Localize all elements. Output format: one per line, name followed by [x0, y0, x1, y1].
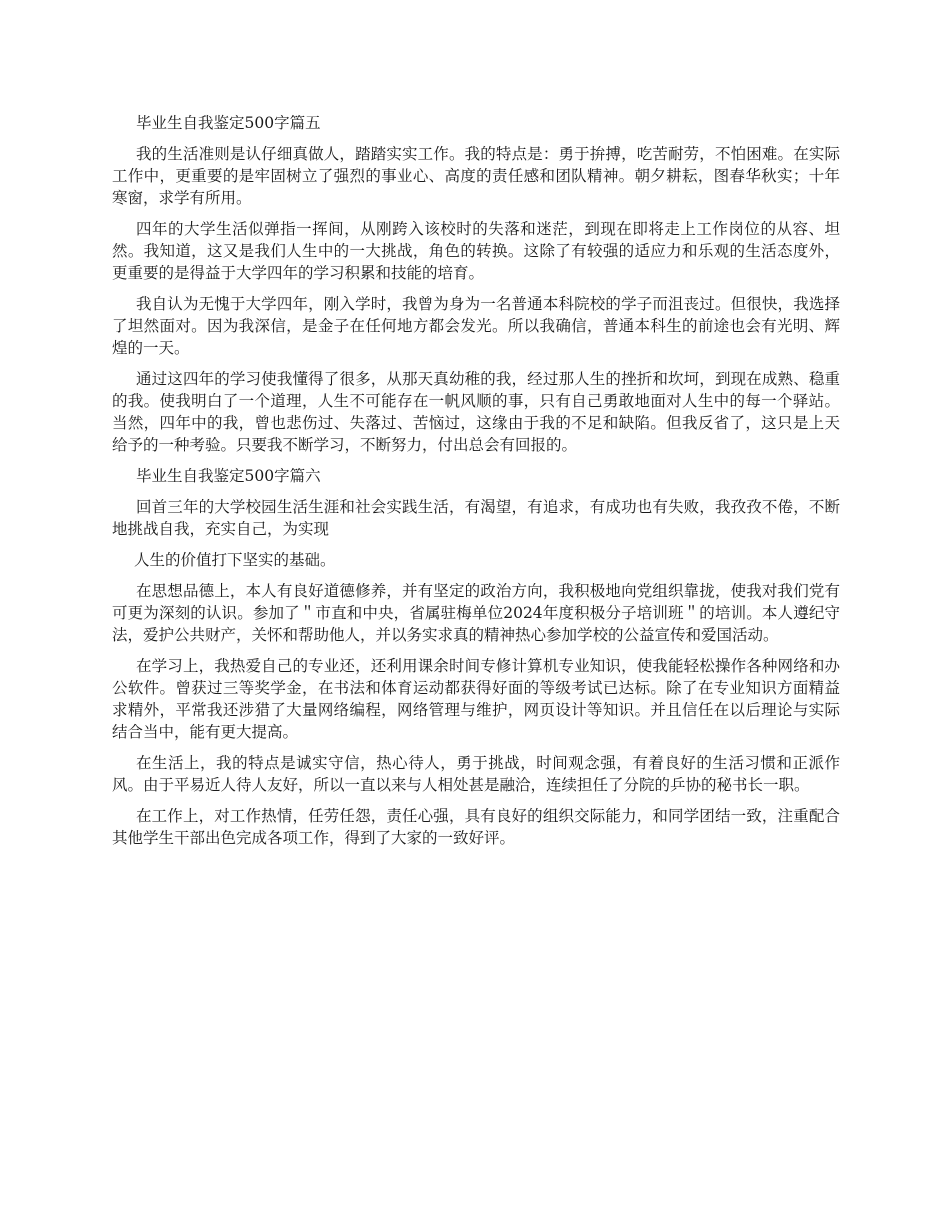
section-heading-5: 毕业生自我鉴定500字篇五	[136, 114, 321, 132]
paragraph: 在工作上，对工作热情，任劳任怨，责任心强，具有良好的组织交际能力，和同学团结一致，注重配合其他学生干部出色完成各项工作，得到了大家的一致好评。	[112, 807, 840, 847]
paragraph: 我自认为无愧于大学四年，刚入学时，我曾为身为一名普通本科院校的学子而沮丧过。但很快，我选择了坦然面对。因为我深信，是金子在任何地方都会发光。所以我确信，普通本科生的前途也会有光明、辉煌的一天。	[112, 295, 840, 357]
paragraph: 在思想品德上，本人有良好道德修养，并有坚定的政治方向，我积极地向党组织靠拢，使我对我们党有可更为深刻的认识。参加了＂市直和中央，省属驻梅单位2024年度积极分子培训班＂的培训。本人遵纪守法，爱护公共财产，关怀和帮助他人，并以务实求真的精神热心参加学校的公益宣传和爱国活动。	[112, 582, 840, 644]
paragraph: 通过这四年的学习使我懂得了很多，从那天真幼稚的我，经过那人生的挫折和坎坷，到现在成熟、稳重的我。使我明白了一个道理，人生不可能存在一帆风顺的事，只有自己勇敢地面对人生中的每一个驿站。当然，四年中的我，曾也悲伤过、失落过、苦恼过，这缘由于我的不足和缺陷。但我反省了，这只是上天给予的一种考验。只要我不断学习，不断努力，付出总会有回报的。	[112, 370, 840, 454]
paragraph: 在学习上，我热爱自己的专业还，还利用课余时间专修计算机专业知识，使我能轻松操作各种网络和办公软件。曾获过三等奖学金，在书法和体育运动都获得好面的等级考试已达标。除了在专业知识方面精益求精外，平常我还涉猎了大量网络编程，网络管理与维护，网页设计等知识。并且信任在以后理论与实际结合当中，能有更大提高。	[112, 657, 840, 741]
paragraph: 在生活上，我的特点是诚实守信，热心待人，勇于挑战，时间观念强，有着良好的生活习惯和正派作风。由于平易近人待人友好，所以一直以来与人相处甚是融洽，连续担任了分院的乒协的秘书长一职。	[112, 754, 840, 794]
document-page	[112, 112, 840, 858]
paragraph: 我的生活准则是认仔细真做人，踏踏实实工作。我的特点是：勇于拚搏，吃苦耐劳，不怕困难。在实际工作中，更重要的是牢固树立了强烈的事业心、高度的责任感和团队精神。朝夕耕耘，图春华秋实；十年寒窗，求学有所用。	[112, 145, 840, 207]
section-heading-6: 毕业生自我鉴定500字篇六	[136, 467, 321, 485]
paragraph: 回首三年的大学校园生活生涯和社会实践生活，有渴望，有追求，有成功也有失败，我孜孜不倦，不断地挑战自我，充实自己，为实现	[112, 498, 840, 538]
paragraph: 人生的价值打下坚实的基础。	[134, 551, 336, 569]
paragraph: 四年的大学生活似弹指一挥间，从刚跨入该校时的失落和迷茫，到现在即将走上工作岗位的从容、坦然。我知道，这又是我们人生中的一大挑战，角色的转换。这除了有较强的适应力和乐观的生活态度外，更重要的是得益于大学四年的学习积累和技能的培育。	[112, 220, 840, 282]
